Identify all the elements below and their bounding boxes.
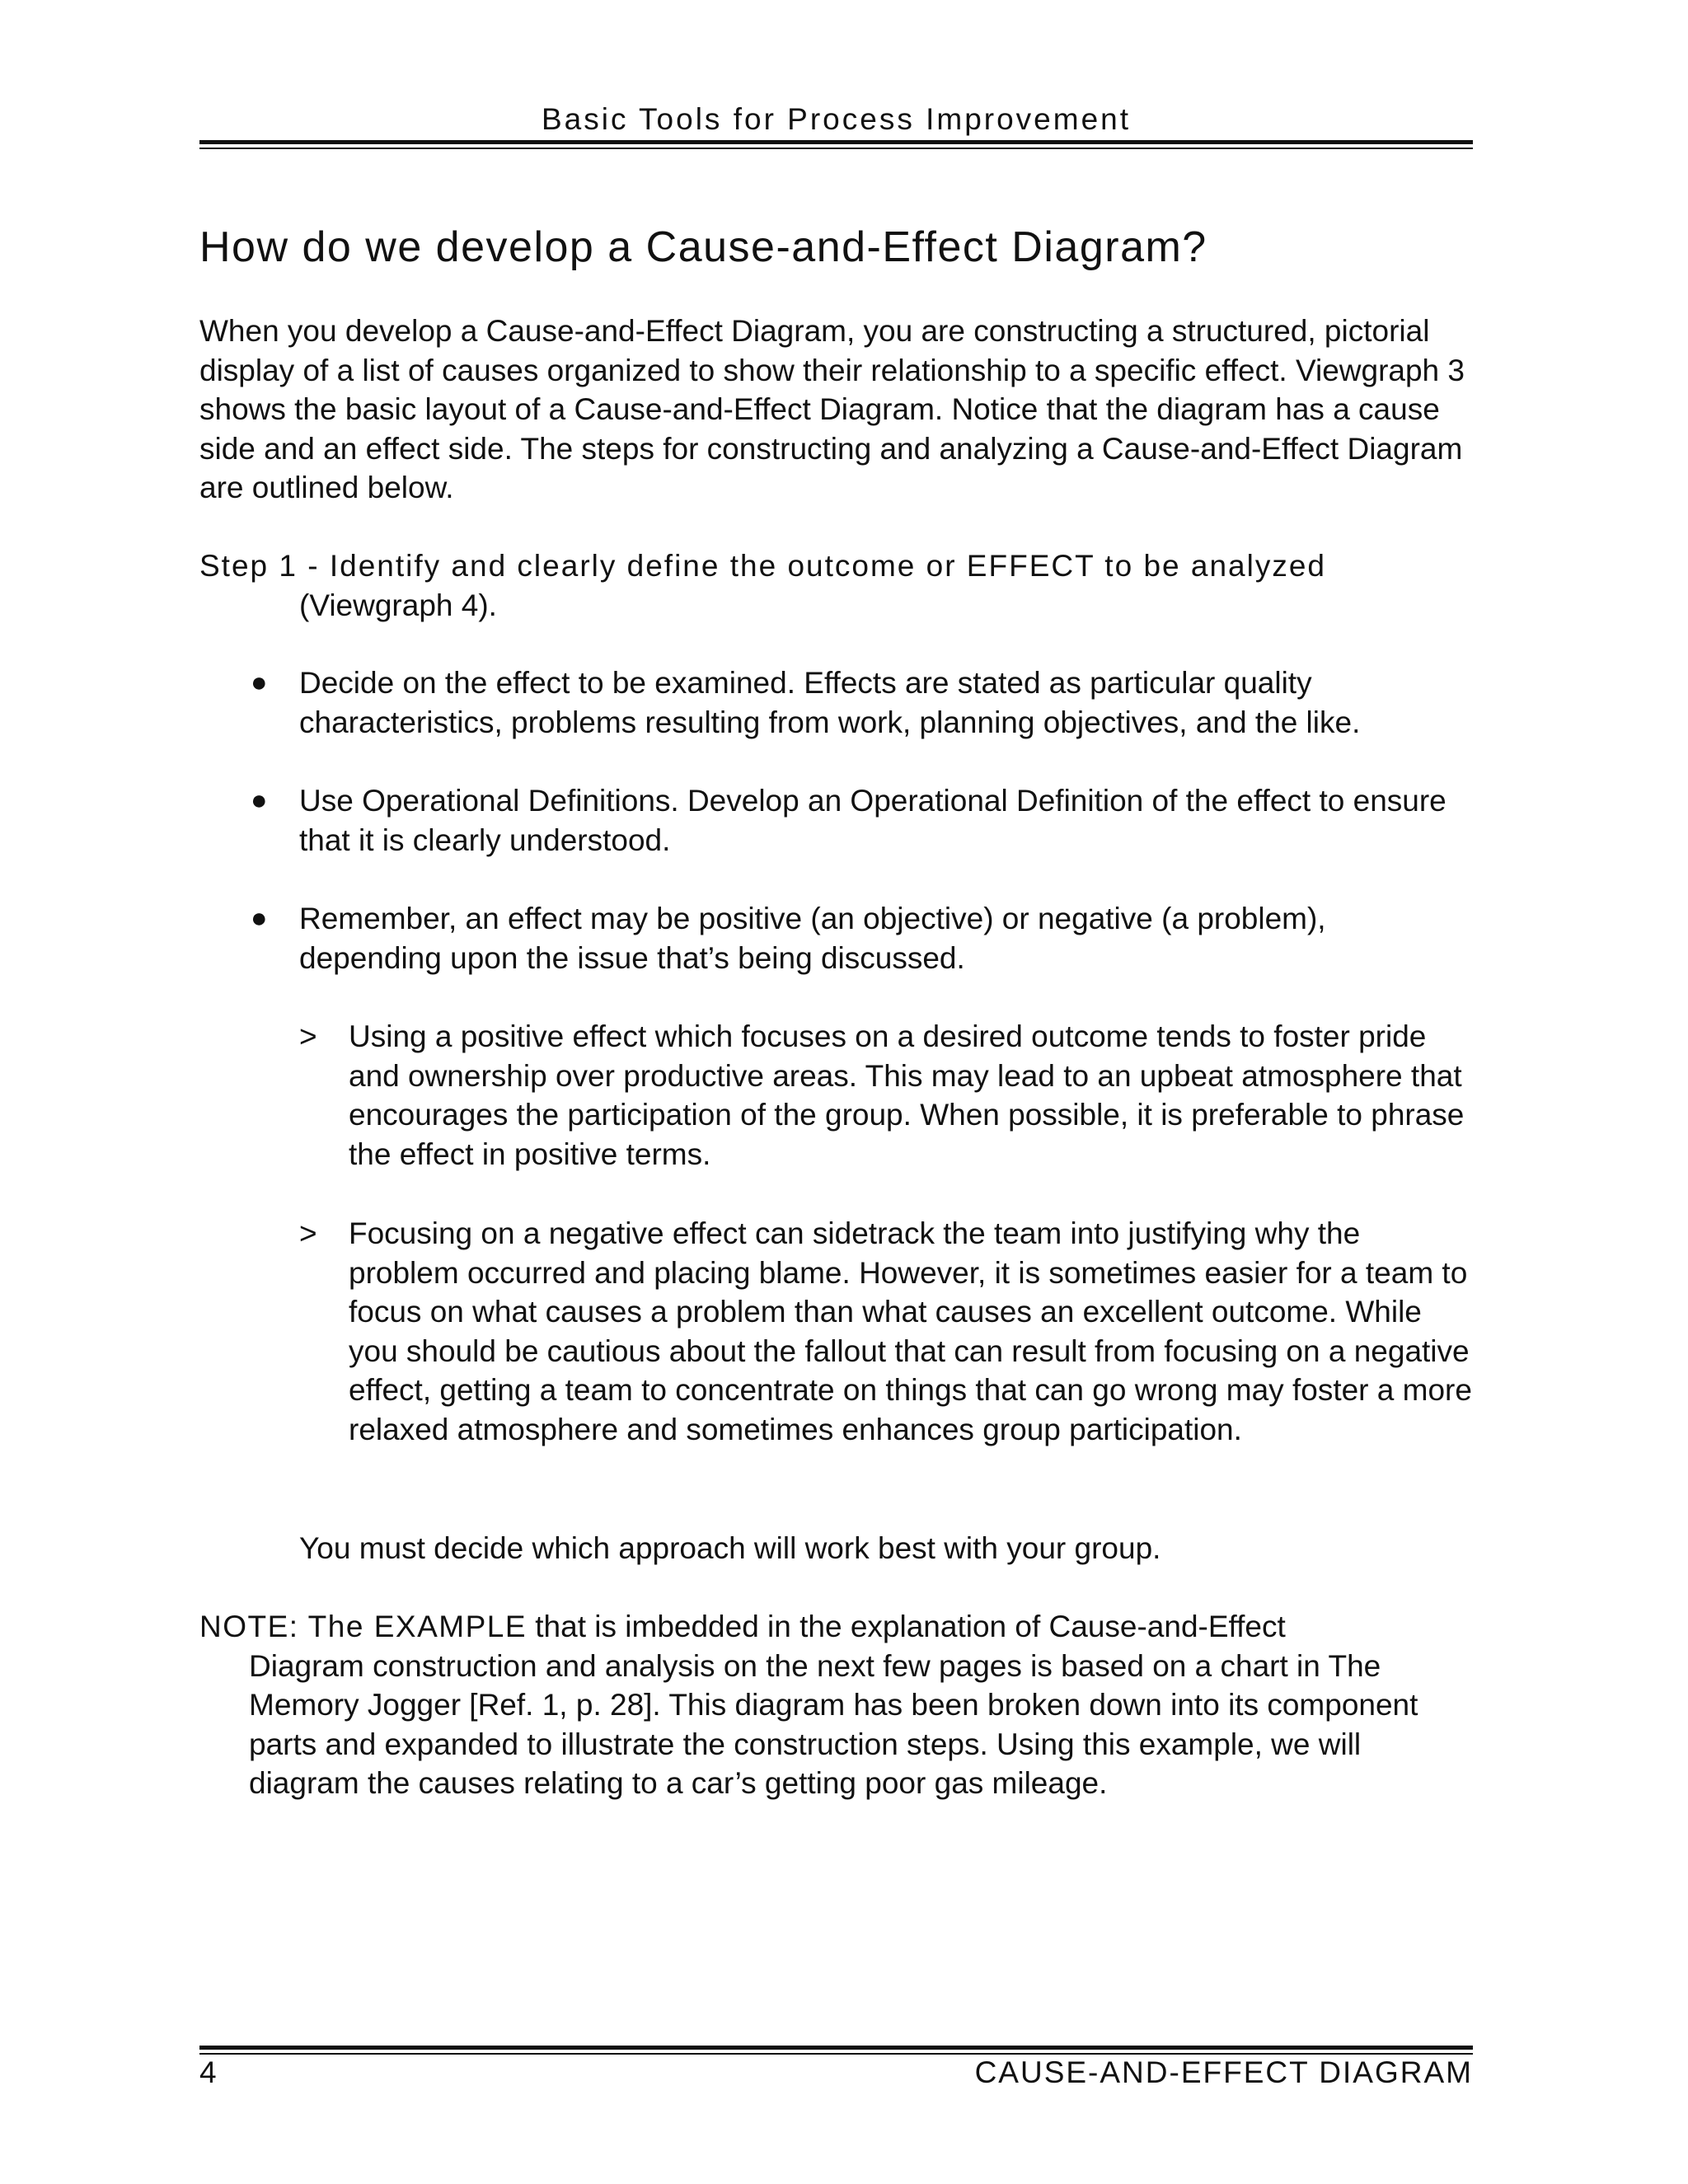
bullet-text: Use Operational Definitions. Develop an Operational Definition of the effect to ensure that it is clearly understood.	[299, 784, 1447, 857]
sub-bullet-text: Focusing on a negative effect can sidetrack the team into justifying why the problem occurred and placing blame. However, it is sometimes easier for a team to focus on what causes a problem than what causes an excellent outcome. While you should be cautious about the fallout that can result from focusing on a negative effect, getting a team to concentrate on things that can go wrong may foster a more relaxed atmosphere and sometimes enhances group participation.	[349, 1216, 1472, 1446]
header-rule	[199, 140, 1473, 149]
note-first-line	[199, 1607, 1473, 1647]
step-1	[199, 546, 1473, 625]
footer-section-title: CAUSE-AND-EFFECT DIAGRAM	[974, 2055, 1473, 2089]
section-heading: How do we develop a Cause-and-Effect Diagram?	[199, 223, 1207, 271]
bullet-icon: ●	[251, 667, 268, 698]
sub-bullet-text: Using a positive effect which focuses on a desired outcome tends to foster pride and ownership over productive areas. This may lead to an upbeat atmosphere that encourages the participation of the group. When possible, it is preferable to phrase the effect in positive terms.	[349, 1019, 1465, 1171]
bullet-text: Remember, an effect may be positive (an objective) or negative (a problem), depending upon the issue that’s being discussed.	[299, 902, 1326, 975]
arrow-icon: >	[299, 1216, 317, 1250]
step-1-tail: (Viewgraph 4).	[299, 588, 497, 622]
decide-paragraph: You must decide which approach will work best with your group.	[299, 1531, 1161, 1565]
document-page	[199, 0, 1473, 2184]
running-head: Basic Tools for Process Improvement	[541, 102, 1132, 136]
intro-paragraph: When you develop a Cause-and-Effect Diagram, you are constructing a structured, pictorial display of a list of causes organized to show their relationship to a specific effect. Viewgraph 3 shows the basic layout of a Cause-and-Effect Diagram. Notice that the diagram has a cause side and an effect side. The steps for constructing and analyzing a Cause-and-Effect Diagram are outlined below.	[199, 314, 1465, 504]
note-rest: Diagram construction and analysis on the next few pages is based on a chart in The Memory Jogger [Ref. 1, p. 28]. This diagram has been broken down into its component parts and expanded to illustrate the construction steps. Using this example, we will diagram the causes relating to a car’s getting poor gas mileage.	[249, 1648, 1418, 1800]
bullet-icon: ●	[251, 902, 268, 934]
bullet-icon: ●	[251, 785, 268, 816]
step-1-lead: Step 1 - Identify and clearly define the outcome or EFFECT to be analyzed	[199, 549, 1326, 583]
bullet-text: Decide on the effect to be examined. Effects are stated as particular quality characteristics, problems resulting from work, planning objectives, and the like.	[299, 666, 1361, 739]
note-first-rest: that is imbedded in the explanation of Cause-and-Effect	[527, 1610, 1286, 1643]
note-paragraph	[199, 1607, 1473, 1803]
note-lead: NOTE: The EXAMPLE	[199, 1610, 527, 1643]
page-number: 4	[199, 2055, 217, 2089]
arrow-icon: >	[299, 1019, 317, 1053]
